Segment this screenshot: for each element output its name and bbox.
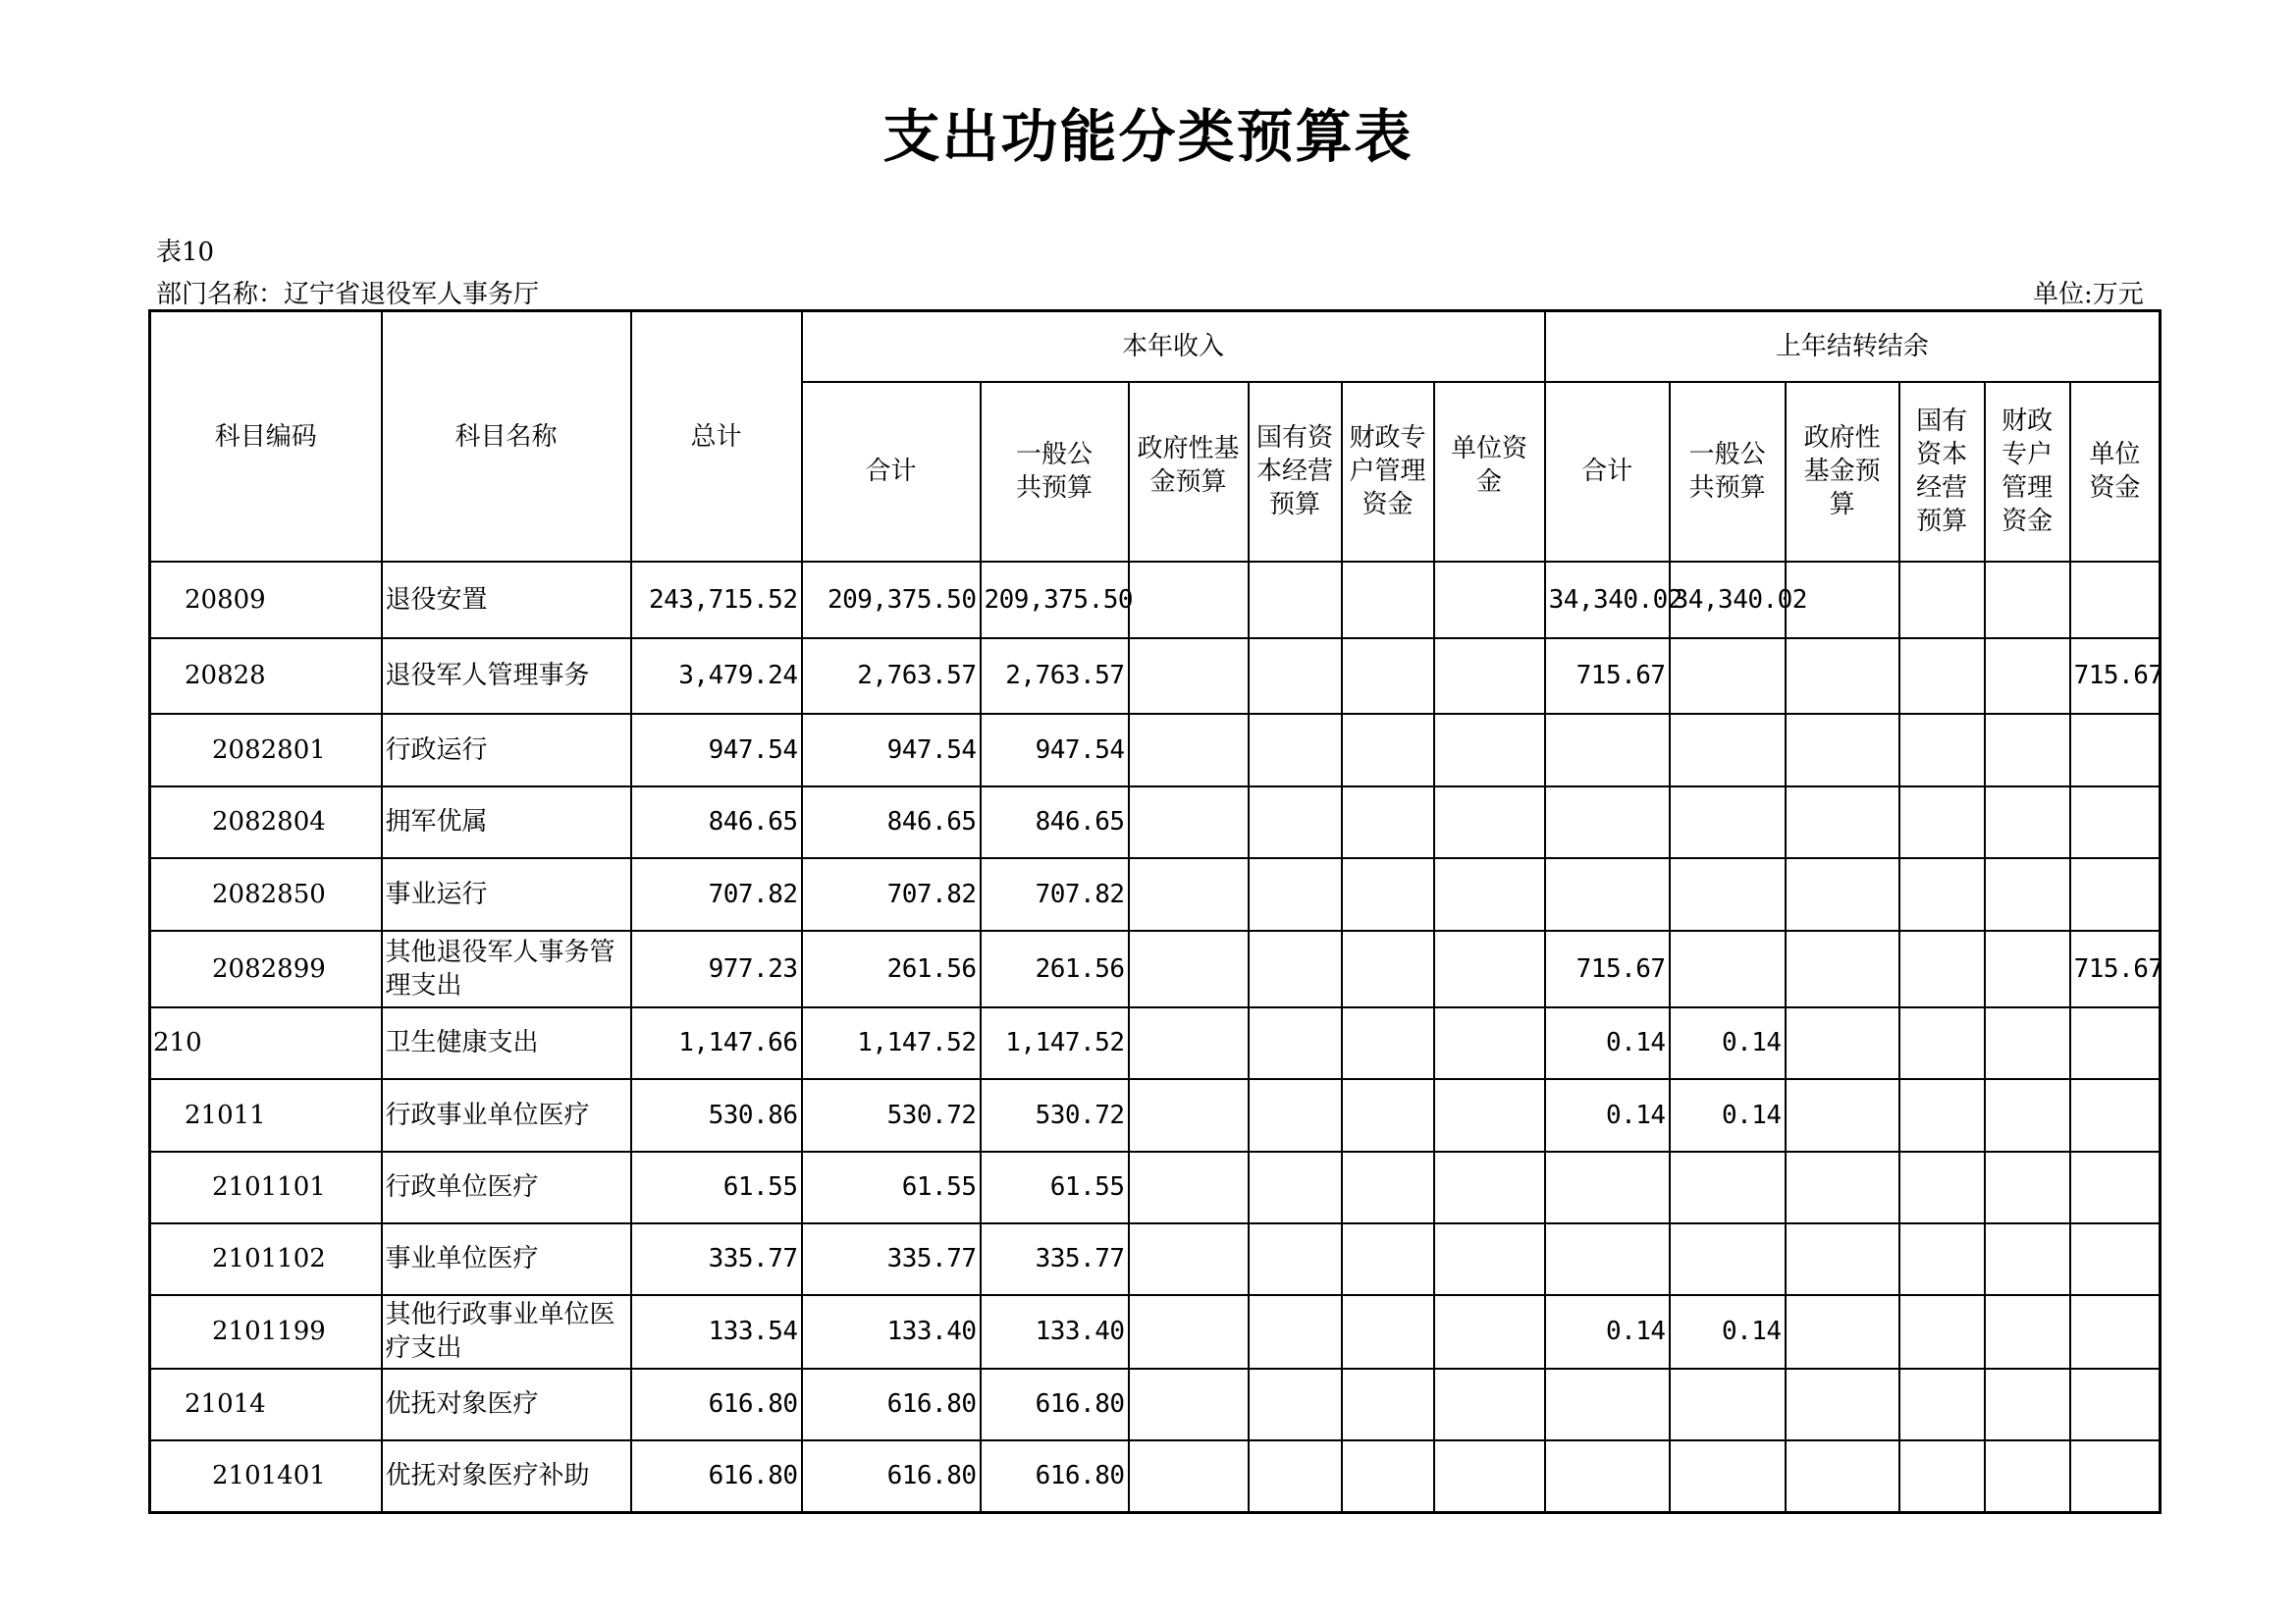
cell-name: 事业运行 — [382, 858, 631, 931]
cell-cy-gov-fund — [1129, 638, 1249, 714]
cell-cy-general: 530.72 — [981, 1079, 1129, 1152]
cell-py-general — [1670, 714, 1786, 786]
cell-code: 21014 — [150, 1369, 382, 1440]
cell-total: 977.23 — [631, 931, 802, 1007]
cell-total: 133.54 — [631, 1295, 802, 1369]
cell-cy-special — [1342, 1223, 1434, 1295]
cell-cy-total: 707.82 — [802, 858, 981, 931]
cell-py-special — [1985, 786, 2070, 858]
cell-cy-total: 846.65 — [802, 786, 981, 858]
cell-py-unit — [2070, 714, 2161, 786]
cell-cy-unit — [1434, 1440, 1545, 1513]
cell-total: 243,715.52 — [631, 562, 802, 638]
cell-code: 2101101 — [150, 1152, 382, 1223]
cell-name: 其他行政事业单位医疗支出 — [382, 1295, 631, 1369]
cell-cy-unit — [1434, 562, 1545, 638]
cell-cy-state-capital — [1249, 562, 1342, 638]
cell-py-gov-fund — [1786, 786, 1899, 858]
cell-py-gov-fund — [1786, 1295, 1899, 1369]
cell-cy-state-capital — [1249, 1152, 1342, 1223]
cell-py-general — [1670, 1369, 1786, 1440]
cell-code: 2101199 — [150, 1295, 382, 1369]
cell-cy-gov-fund — [1129, 1007, 1249, 1079]
cell-total: 530.86 — [631, 1079, 802, 1152]
table-number: 表10 — [156, 238, 215, 267]
cell-cy-unit — [1434, 714, 1545, 786]
cell-py-general — [1670, 1440, 1786, 1513]
table-row — [150, 714, 2161, 786]
cell-cy-unit — [1434, 1223, 1545, 1295]
cell-cy-gov-fund — [1129, 858, 1249, 931]
department-name: 部门名称：辽宁省退役军人事务厅 — [156, 280, 540, 309]
header-py-general: 一般公共预算 — [1670, 382, 1786, 562]
cell-py-special — [1985, 1079, 2070, 1152]
cell-py-general — [1670, 1152, 1786, 1223]
cell-py-general: 34,340.02 — [1670, 562, 1786, 638]
cell-cy-general: 335.77 — [981, 1223, 1129, 1295]
cell-cy-total: 133.40 — [802, 1295, 981, 1369]
cell-py-gov-fund — [1786, 638, 1899, 714]
cell-py-state-capital — [1899, 1007, 1985, 1079]
cell-cy-state-capital — [1249, 1369, 1342, 1440]
cell-py-special — [1985, 562, 2070, 638]
cell-cy-unit — [1434, 1079, 1545, 1152]
cell-py-state-capital — [1899, 562, 1985, 638]
table-row — [150, 1369, 2161, 1440]
cell-cy-total: 261.56 — [802, 931, 981, 1007]
header-cy-special: 财政专户管理资金 — [1342, 382, 1434, 562]
budget-table — [148, 309, 2162, 1514]
cell-cy-unit — [1434, 786, 1545, 858]
cell-cy-special — [1342, 1295, 1434, 1369]
cell-py-general: 0.14 — [1670, 1079, 1786, 1152]
cell-py-total: 0.14 — [1545, 1007, 1670, 1079]
cell-cy-state-capital — [1249, 714, 1342, 786]
cell-py-state-capital — [1899, 638, 1985, 714]
cell-cy-special — [1342, 638, 1434, 714]
cell-name: 退役安置 — [382, 562, 631, 638]
cell-cy-general: 133.40 — [981, 1295, 1129, 1369]
cell-py-state-capital — [1899, 1223, 1985, 1295]
header-py-gov-fund: 政府性基金预算 — [1786, 382, 1899, 562]
cell-py-state-capital — [1899, 1079, 1985, 1152]
cell-py-general — [1670, 1223, 1786, 1295]
header-py-state-capital: 国有资本经营预算 — [1899, 382, 1985, 562]
cell-cy-state-capital — [1249, 1223, 1342, 1295]
cell-name: 卫生健康支出 — [382, 1007, 631, 1079]
cell-py-unit — [2070, 1440, 2161, 1513]
cell-py-unit: 715.67 — [2070, 638, 2161, 714]
table-row — [150, 1440, 2161, 1513]
cell-py-special — [1985, 1440, 2070, 1513]
cell-code: 21011 — [150, 1079, 382, 1152]
cell-cy-gov-fund — [1129, 714, 1249, 786]
cell-py-gov-fund — [1786, 714, 1899, 786]
cell-py-total — [1545, 1369, 1670, 1440]
cell-cy-total: 209,375.50 — [802, 562, 981, 638]
cell-py-total: 0.14 — [1545, 1295, 1670, 1369]
cell-py-special — [1985, 931, 2070, 1007]
cell-code: 2082899 — [150, 931, 382, 1007]
table-row — [150, 562, 2161, 638]
header-name: 科目名称 — [382, 311, 631, 562]
cell-py-special — [1985, 1369, 2070, 1440]
cell-name: 事业单位医疗 — [382, 1223, 631, 1295]
table-row — [150, 1007, 2161, 1079]
cell-py-total — [1545, 1152, 1670, 1223]
cell-cy-total: 2,763.57 — [802, 638, 981, 714]
cell-total: 616.80 — [631, 1369, 802, 1440]
cell-py-unit: 715.67 — [2070, 931, 2161, 1007]
cell-py-special — [1985, 714, 2070, 786]
cell-cy-state-capital — [1249, 638, 1342, 714]
page-title: 支出功能分类预算表 — [882, 103, 1414, 170]
table-row — [150, 1295, 2161, 1369]
cell-py-gov-fund — [1786, 1369, 1899, 1440]
cell-py-state-capital — [1899, 1440, 1985, 1513]
cell-code: 2101401 — [150, 1440, 382, 1513]
cell-cy-unit — [1434, 1295, 1545, 1369]
cell-py-state-capital — [1899, 1152, 1985, 1223]
cell-py-total — [1545, 714, 1670, 786]
cell-py-total — [1545, 786, 1670, 858]
cell-py-unit — [2070, 1369, 2161, 1440]
cell-cy-special — [1342, 562, 1434, 638]
cell-code: 2101102 — [150, 1223, 382, 1295]
cell-code: 2082850 — [150, 858, 382, 931]
cell-py-state-capital — [1899, 1369, 1985, 1440]
cell-py-general: 0.14 — [1670, 1007, 1786, 1079]
cell-name: 拥军优属 — [382, 786, 631, 858]
cell-cy-total: 335.77 — [802, 1223, 981, 1295]
cell-total: 61.55 — [631, 1152, 802, 1223]
cell-cy-special — [1342, 1152, 1434, 1223]
cell-cy-unit — [1434, 858, 1545, 931]
cell-py-state-capital — [1899, 786, 1985, 858]
cell-py-unit — [2070, 858, 2161, 931]
cell-cy-unit — [1434, 1007, 1545, 1079]
cell-cy-state-capital — [1249, 1079, 1342, 1152]
cell-cy-unit — [1434, 1369, 1545, 1440]
header-cy-total: 合计 — [802, 382, 981, 562]
cell-name: 行政运行 — [382, 714, 631, 786]
cell-name: 其他退役军人事务管理支出 — [382, 931, 631, 1007]
cell-py-total: 0.14 — [1545, 1079, 1670, 1152]
cell-py-state-capital — [1899, 1295, 1985, 1369]
cell-total: 335.77 — [631, 1223, 802, 1295]
cell-py-unit — [2070, 786, 2161, 858]
cell-cy-gov-fund — [1129, 1079, 1249, 1152]
cell-name: 行政单位医疗 — [382, 1152, 631, 1223]
header-cy-unit: 单位资金 — [1434, 382, 1545, 562]
cell-code: 20828 — [150, 638, 382, 714]
cell-code: 2082804 — [150, 786, 382, 858]
cell-py-total: 715.67 — [1545, 931, 1670, 1007]
cell-cy-gov-fund — [1129, 562, 1249, 638]
cell-py-total — [1545, 858, 1670, 931]
cell-py-general — [1670, 638, 1786, 714]
cell-total: 3,479.24 — [631, 638, 802, 714]
cell-total: 616.80 — [631, 1440, 802, 1513]
cell-py-special — [1985, 1295, 2070, 1369]
cell-py-gov-fund — [1786, 858, 1899, 931]
cell-cy-general: 209,375.50 — [981, 562, 1129, 638]
cell-total: 707.82 — [631, 858, 802, 931]
header-py-total: 合计 — [1545, 382, 1670, 562]
cell-cy-special — [1342, 931, 1434, 1007]
cell-py-special — [1985, 858, 2070, 931]
header-current-year: 本年收入 — [802, 311, 1545, 382]
cell-name: 行政事业单位医疗 — [382, 1079, 631, 1152]
cell-name: 优抚对象医疗 — [382, 1369, 631, 1440]
cell-cy-state-capital — [1249, 1440, 1342, 1513]
cell-cy-gov-fund — [1129, 1295, 1249, 1369]
cell-cy-unit — [1434, 1152, 1545, 1223]
cell-cy-total: 616.80 — [802, 1440, 981, 1513]
cell-py-total: 715.67 — [1545, 638, 1670, 714]
cell-cy-general: 846.65 — [981, 786, 1129, 858]
cell-py-special — [1985, 1152, 2070, 1223]
header-total: 总计 — [631, 311, 802, 562]
cell-cy-special — [1342, 786, 1434, 858]
cell-cy-general: 261.56 — [981, 931, 1129, 1007]
cell-py-gov-fund — [1786, 1152, 1899, 1223]
cell-py-general — [1670, 786, 1786, 858]
cell-py-state-capital — [1899, 714, 1985, 786]
cell-cy-total: 616.80 — [802, 1369, 981, 1440]
cell-py-special — [1985, 1007, 2070, 1079]
table-row — [150, 1079, 2161, 1152]
cell-py-gov-fund — [1786, 1223, 1899, 1295]
table-row — [150, 786, 2161, 858]
cell-cy-unit — [1434, 931, 1545, 1007]
cell-cy-general: 1,147.52 — [981, 1007, 1129, 1079]
header-cy-gov-fund: 政府性基金预算 — [1129, 382, 1249, 562]
cell-py-total — [1545, 1223, 1670, 1295]
cell-py-special — [1985, 638, 2070, 714]
cell-cy-state-capital — [1249, 931, 1342, 1007]
cell-cy-general: 2,763.57 — [981, 638, 1129, 714]
cell-cy-general: 61.55 — [981, 1152, 1129, 1223]
cell-cy-total: 530.72 — [802, 1079, 981, 1152]
cell-cy-gov-fund — [1129, 1440, 1249, 1513]
cell-py-total — [1545, 1440, 1670, 1513]
table-row — [150, 638, 2161, 714]
cell-py-general — [1670, 858, 1786, 931]
cell-cy-total: 947.54 — [802, 714, 981, 786]
cell-cy-general: 947.54 — [981, 714, 1129, 786]
header-py-special: 财政专户管理资金 — [1985, 382, 2070, 562]
cell-cy-gov-fund — [1129, 1369, 1249, 1440]
cell-py-gov-fund — [1786, 1079, 1899, 1152]
cell-cy-gov-fund — [1129, 1152, 1249, 1223]
cell-total: 947.54 — [631, 714, 802, 786]
cell-cy-general: 616.80 — [981, 1440, 1129, 1513]
cell-cy-gov-fund — [1129, 931, 1249, 1007]
cell-cy-special — [1342, 1369, 1434, 1440]
cell-name: 优抚对象医疗补助 — [382, 1440, 631, 1513]
cell-code: 20809 — [150, 562, 382, 638]
cell-py-unit — [2070, 1223, 2161, 1295]
cell-py-unit — [2070, 1152, 2161, 1223]
header-cy-state-capital: 国有资本经营预算 — [1249, 382, 1342, 562]
table-row — [150, 931, 2161, 1007]
header-cy-general: 一般公共预算 — [981, 382, 1129, 562]
header-code: 科目编码 — [150, 311, 382, 562]
cell-py-state-capital — [1899, 931, 1985, 1007]
cell-cy-general: 707.82 — [981, 858, 1129, 931]
cell-py-unit — [2070, 1079, 2161, 1152]
cell-cy-special — [1342, 714, 1434, 786]
cell-py-total: 34,340.02 — [1545, 562, 1670, 638]
cell-py-unit — [2070, 1007, 2161, 1079]
unit-label: 单位:万元 — [2033, 280, 2144, 309]
cell-cy-gov-fund — [1129, 786, 1249, 858]
header-prior-year: 上年结转结余 — [1545, 311, 2161, 382]
cell-cy-general: 616.80 — [981, 1369, 1129, 1440]
cell-cy-state-capital — [1249, 1295, 1342, 1369]
cell-py-gov-fund — [1786, 931, 1899, 1007]
cell-code: 210 — [150, 1007, 382, 1079]
table-row — [150, 858, 2161, 931]
cell-cy-state-capital — [1249, 858, 1342, 931]
cell-cy-gov-fund — [1129, 1223, 1249, 1295]
cell-cy-total: 61.55 — [802, 1152, 981, 1223]
cell-cy-special — [1342, 858, 1434, 931]
cell-py-unit — [2070, 562, 2161, 638]
cell-cy-unit — [1434, 638, 1545, 714]
cell-py-special — [1985, 1223, 2070, 1295]
table-row — [150, 1152, 2161, 1223]
table-row — [150, 1223, 2161, 1295]
cell-total: 1,147.66 — [631, 1007, 802, 1079]
cell-cy-special — [1342, 1440, 1434, 1513]
cell-py-gov-fund — [1786, 1007, 1899, 1079]
cell-cy-state-capital — [1249, 1007, 1342, 1079]
cell-cy-special — [1342, 1079, 1434, 1152]
cell-cy-special — [1342, 1007, 1434, 1079]
cell-code: 2082801 — [150, 714, 382, 786]
cell-cy-state-capital — [1249, 786, 1342, 858]
header-py-unit: 单位资金 — [2070, 382, 2161, 562]
cell-name: 退役军人管理事务 — [382, 638, 631, 714]
cell-py-general — [1670, 931, 1786, 1007]
cell-cy-total: 1,147.52 — [802, 1007, 981, 1079]
cell-py-state-capital — [1899, 858, 1985, 931]
cell-py-unit — [2070, 1295, 2161, 1369]
cell-total: 846.65 — [631, 786, 802, 858]
cell-py-gov-fund — [1786, 1440, 1899, 1513]
cell-py-general: 0.14 — [1670, 1295, 1786, 1369]
